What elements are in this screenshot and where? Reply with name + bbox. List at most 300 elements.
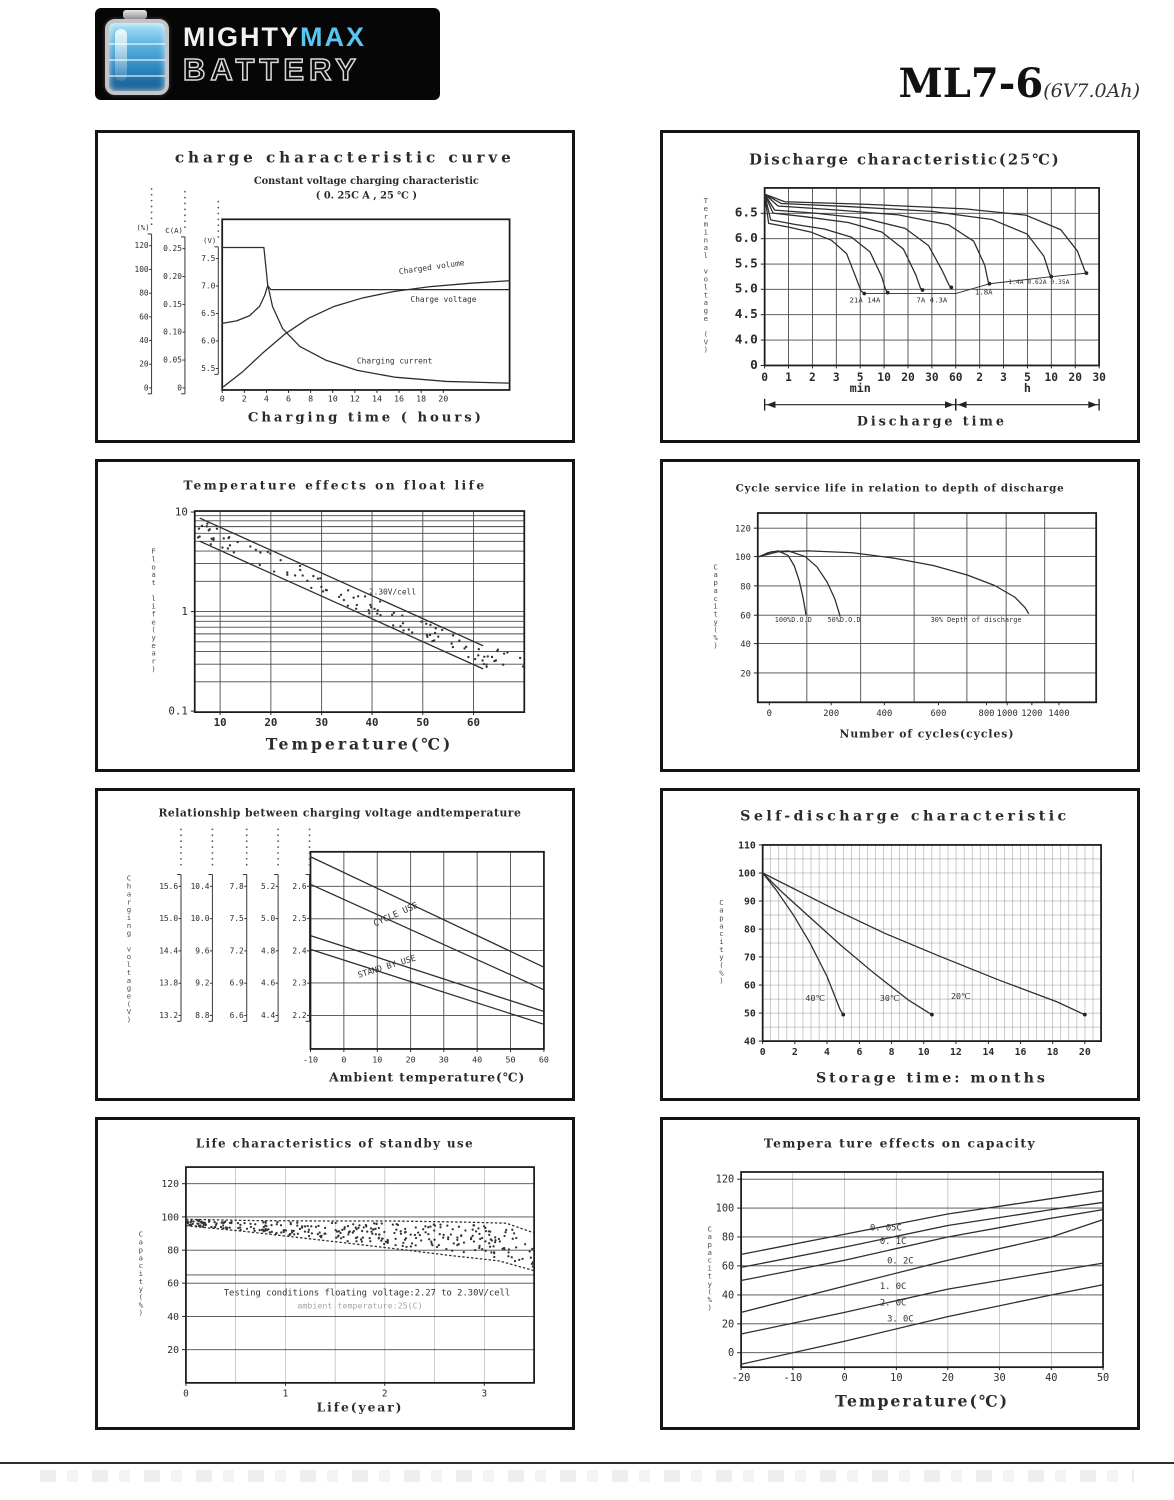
axis-col-tick: 2.2 xyxy=(292,1010,307,1020)
y-tick-label: 4.0 xyxy=(734,332,758,348)
y-axis-title-char: r xyxy=(126,897,132,907)
x-tick-label: 2 xyxy=(381,1388,388,1400)
y-tick-label: 40 xyxy=(167,1311,180,1323)
x-tick-label: 1 xyxy=(282,1388,289,1400)
axis-col-tick: 9.2 xyxy=(195,978,210,988)
axis-col-tick: 0 xyxy=(143,383,149,393)
y-tick-label: 110 xyxy=(738,840,756,852)
series-0.35A xyxy=(765,194,1087,273)
y-axis-title-char: ( xyxy=(138,1292,144,1302)
x-tick-label: 0 xyxy=(841,1371,848,1384)
chart-temperature-effects-on-float-life xyxy=(98,462,572,769)
y-axis-title-char: ( xyxy=(719,960,724,970)
curve-label: 0. 1C xyxy=(879,1237,907,1248)
y-axis-title-char: ( xyxy=(703,329,709,339)
axis-col-tick: 5.0 xyxy=(261,914,276,924)
x-tick-label: 10 xyxy=(890,1371,903,1384)
y-axis-title-char: c xyxy=(707,1255,712,1265)
axis-col-tick: 0.10 xyxy=(163,327,182,337)
x-tick-label: 18 xyxy=(416,393,427,404)
x-tick-label: 30 xyxy=(438,1054,449,1065)
y-tick-label: 80 xyxy=(744,924,756,936)
x-tick-label: 4 xyxy=(263,393,269,404)
y-axis-title-char: g xyxy=(126,983,132,993)
model-spec: (6V7.0Ah) xyxy=(1043,80,1140,102)
y-tick-label: 10 xyxy=(174,505,188,519)
y-axis-title-char: l xyxy=(151,593,156,603)
x-tick-label: 40 xyxy=(365,715,379,729)
axis-col-tick: 2.5 xyxy=(292,914,307,924)
axis-col-tick: 40 xyxy=(139,335,149,345)
x-axis-title: Discharge time xyxy=(856,414,1007,430)
axis-col-tick: 120 xyxy=(134,241,149,251)
y-axis-title-char: a xyxy=(713,570,718,580)
y-tick-label: 120 xyxy=(161,1179,180,1191)
x-tick-label: 6 xyxy=(856,1046,863,1058)
panel-cycle-service-life xyxy=(660,459,1140,772)
y-tick-label: 70 xyxy=(744,952,756,964)
y-axis-title-char: t xyxy=(703,290,709,300)
axis-col-tick: 7.0 xyxy=(201,281,216,291)
y-axis-title-char: y xyxy=(138,1284,144,1294)
series-0.2C xyxy=(741,1210,1103,1281)
y-axis-title-char: t xyxy=(151,578,156,588)
x-tick-label: 20 xyxy=(901,371,915,385)
x-tick-label: 1 xyxy=(785,371,792,385)
y-tick-label: 120 xyxy=(734,524,751,535)
axis-col-tick: 13.8 xyxy=(159,978,179,988)
curve-label: Charged volume xyxy=(398,258,465,277)
y-axis-title-char: ) xyxy=(151,664,156,674)
y-axis-title-char: n xyxy=(126,920,132,930)
chart-temperature-effects-on-capacity xyxy=(663,1120,1137,1427)
axis-col-tick: 0.20 xyxy=(163,271,182,281)
y-axis-title-char: f xyxy=(151,609,156,619)
panel-self-discharge-characteristic xyxy=(660,788,1140,1101)
y-axis-title-char: c xyxy=(719,929,724,939)
footer-faint-text xyxy=(40,1470,1134,1482)
y-axis-title-char: n xyxy=(703,235,709,245)
axis-col-tick: 0.05 xyxy=(163,355,182,365)
y-axis-title-char: y xyxy=(151,633,156,643)
x-tick-label: 8 xyxy=(888,1046,895,1058)
y-axis-title-char: y xyxy=(713,617,718,627)
curve-label: 0. 05C xyxy=(869,1223,902,1234)
axis-col-header: (%) xyxy=(136,223,150,233)
y-axis-title-char: i xyxy=(719,937,724,947)
x-tick-label: 16 xyxy=(1014,1046,1027,1058)
axis-col-tick: 4.8 xyxy=(261,946,276,956)
y-tick-label: 60 xyxy=(721,1260,735,1273)
y-axis-title-char: p xyxy=(138,1245,144,1255)
axis-col-tick: 6.5 xyxy=(201,308,216,318)
chart-charge-characteristic-curve xyxy=(98,133,572,440)
y-tick-label: 4.5 xyxy=(734,307,758,323)
y-tick-label: 100 xyxy=(161,1212,180,1224)
x-tick-label: 40 xyxy=(472,1054,483,1065)
curve-label: 1.8A xyxy=(974,287,993,297)
y-tick-label: 6.5 xyxy=(734,205,758,221)
chart-title: Cycle service life in relation to depth of discharge xyxy=(735,482,1065,495)
axis-col-tick: 7.5 xyxy=(229,914,244,924)
series-30℃ xyxy=(763,873,932,1015)
y-axis-title-char: a xyxy=(703,298,709,308)
x-axis-title: Temperature(℃) xyxy=(265,734,454,754)
y-axis-title-char: V xyxy=(703,337,709,347)
y-tick-label: 60 xyxy=(740,611,751,622)
panel-discharge-characteristic xyxy=(660,130,1140,443)
y-axis-title-char: c xyxy=(138,1261,144,1271)
chart-charging-voltage-vs-temperature xyxy=(98,791,572,1098)
x-tick-label: 600 xyxy=(930,709,947,720)
model-block xyxy=(899,60,1140,107)
curve-label: 3. 0C xyxy=(887,1314,914,1325)
axis-col-header: C(A) xyxy=(165,225,183,235)
chart-title: Temperature effects on float life xyxy=(183,477,487,493)
curve-label: CYCLE USE xyxy=(372,900,420,930)
y-axis-title-char: o xyxy=(703,274,709,284)
brand-max: MAX xyxy=(300,21,366,52)
x-tick-label: 400 xyxy=(876,709,893,720)
x-tick-label: 1200 xyxy=(1021,709,1043,720)
y-axis-title-char: ) xyxy=(126,1014,132,1024)
curve-label: Charge voltage xyxy=(410,295,477,305)
y-axis-title-char: a xyxy=(126,975,132,985)
panel-temperature-effects-on-float-life xyxy=(95,459,575,772)
curve-label: 2. 0C xyxy=(879,1298,907,1309)
footer-divider xyxy=(0,1462,1174,1464)
y-axis-title-char: m xyxy=(703,219,709,229)
x-axis-title: Ambient temperature(℃) xyxy=(329,1069,526,1085)
chart-life-characteristics-standby xyxy=(98,1120,572,1427)
axis-col-tick: 15.0 xyxy=(159,914,179,924)
y-axis-title-char: e xyxy=(151,617,156,627)
y-axis-title-char: F xyxy=(151,546,156,556)
panel-charge-characteristic-curve xyxy=(95,130,575,443)
x-tick-label: 40 xyxy=(1045,1371,1058,1384)
panel-life-characteristics-standby xyxy=(95,1117,575,1430)
y-axis-title-char: a xyxy=(713,585,718,595)
y-tick-label: 40 xyxy=(721,1289,735,1302)
x-tick-label: 0 xyxy=(341,1054,347,1065)
y-axis-title-char: c xyxy=(713,593,718,603)
battery-icon xyxy=(105,19,169,95)
axis-col-tick: 8.8 xyxy=(195,1010,210,1020)
y-tick-label: 80 xyxy=(167,1245,180,1257)
y-axis-title-char: C xyxy=(719,897,724,907)
x-tick-label: 0 xyxy=(183,1388,189,1400)
x-tick-label: 20 xyxy=(405,1054,416,1065)
brand-line-2: BATTERY xyxy=(183,51,361,87)
curve-label: 21A 14A xyxy=(849,295,881,305)
axis-col-tick: 80 xyxy=(139,288,149,298)
brand-line-1 xyxy=(183,21,366,52)
y-axis-title-char: r xyxy=(151,656,156,666)
y-axis-title-char: e xyxy=(703,313,709,323)
curve-label: 20℃ xyxy=(950,990,971,1001)
y-tick-label: 20 xyxy=(740,669,751,680)
y-axis-title-char: p xyxy=(713,578,718,588)
y-axis-title-char: a xyxy=(151,648,156,658)
x-tick-label: 10 xyxy=(213,715,227,729)
axis-col-tick: 9.6 xyxy=(195,946,210,956)
y-axis-title-char: a xyxy=(151,570,156,580)
axis-col-tick: 14.4 xyxy=(159,946,179,956)
chart-title: Life characteristics of standby use xyxy=(195,1136,475,1151)
y-tick-label: 0 xyxy=(728,1347,735,1360)
curve-label: Charging current xyxy=(356,356,433,366)
curve-label: 7A 4.3A xyxy=(916,295,948,305)
y-axis-title-char: V xyxy=(126,1007,132,1017)
axis-col-tick: 4.6 xyxy=(261,978,276,988)
y-axis-title-char: t xyxy=(713,609,718,619)
axis-col-header: (V) xyxy=(203,235,217,245)
y-axis-title-char: y xyxy=(707,1279,712,1289)
brand-mighty: MIGHTY xyxy=(183,21,300,52)
y-axis-title-char: i xyxy=(138,1268,144,1278)
x-tick-label: 3 xyxy=(832,371,840,385)
x-tick-label: 20 xyxy=(1078,1046,1091,1058)
y-tick-label: 20 xyxy=(167,1345,180,1357)
curve-label: 2.30V/cell xyxy=(368,587,417,597)
x-tick-label: 0 xyxy=(766,709,772,720)
x-tick-label: 1000 xyxy=(996,709,1018,720)
chart-subtitle: Constant voltage charging characteristic xyxy=(253,176,479,188)
chart-title: charge characteristic curve xyxy=(174,148,515,167)
brand-text xyxy=(183,21,366,87)
y-axis-title-char: e xyxy=(126,991,132,1001)
y-axis-title-char: % xyxy=(713,633,718,643)
y-tick-label: 40 xyxy=(744,1036,756,1048)
x-tick-label: 800 xyxy=(978,709,995,720)
axis-col-tick: 2.3 xyxy=(292,978,307,988)
x-tick-label: 0 xyxy=(219,393,225,404)
axis-col-tick: 15.6 xyxy=(159,881,179,891)
y-tick-label: 120 xyxy=(715,1173,735,1186)
x-axis-title: Number of cycles(cycles) xyxy=(839,727,1015,741)
curve-label: 100%D.O.D xyxy=(774,615,812,624)
y-tick-label: 80 xyxy=(740,582,751,593)
x-axis-title: Life(year) xyxy=(316,1399,404,1415)
x-tick-label: 30 xyxy=(1092,371,1106,385)
x-tick-label: 14 xyxy=(371,393,382,404)
y-axis-title-char: p xyxy=(707,1240,712,1250)
x-tick-label: -10 xyxy=(302,1054,319,1065)
series-4.3A xyxy=(765,194,952,287)
y-axis-title-char: a xyxy=(126,889,132,899)
x-tick-label: 4 xyxy=(824,1046,830,1058)
x-tick-label: 2 xyxy=(791,1046,798,1058)
page-header xyxy=(95,8,1140,118)
y-axis-title-char: ) xyxy=(719,976,724,986)
y-axis-title-char: r xyxy=(703,211,709,221)
axis-col-tick: 6.9 xyxy=(229,978,244,988)
curve-label: 50%D.O.D xyxy=(827,615,861,624)
x-tick-label: 50 xyxy=(416,715,430,729)
y-axis-title-char: g xyxy=(126,905,132,915)
y-axis-title-char: t xyxy=(707,1271,712,1281)
y-axis-title-char: T xyxy=(703,196,709,206)
curve-label: 30℃ xyxy=(879,992,900,1003)
y-tick-label: 20 xyxy=(721,1318,735,1331)
x-tick-label: 10 xyxy=(917,1046,930,1058)
charts-grid xyxy=(95,130,1140,1430)
y-axis-title-char: a xyxy=(707,1247,712,1257)
y-axis-title-char: a xyxy=(138,1253,144,1263)
y-tick-label: 60 xyxy=(744,980,756,992)
axis-col-tick: 0.15 xyxy=(163,299,182,309)
y-axis-title-char: a xyxy=(703,243,709,253)
x-tick-label: 16 xyxy=(394,393,405,404)
axis-col-tick: 6.0 xyxy=(201,336,216,346)
x-tick-label: 10 xyxy=(1044,371,1059,385)
y-axis-title-char: ( xyxy=(151,625,156,635)
y-axis-title-char: ) xyxy=(703,345,709,355)
mighty-max-logo xyxy=(95,8,440,100)
x-tick-label: 20 xyxy=(264,715,278,729)
model-number: ML7-6 xyxy=(898,60,1044,107)
axis-col-tick: 6.6 xyxy=(229,1010,244,1020)
x-tick-label: 3 xyxy=(1000,371,1007,385)
x-tick-label: 2 xyxy=(241,393,247,404)
axis-col-tick: 20 xyxy=(139,359,149,369)
axis-col-tick: 13.2 xyxy=(159,1010,179,1020)
curve-label: 1. 0C xyxy=(879,1282,907,1293)
axis-col-tick: 10.4 xyxy=(190,881,210,891)
y-tick-label: 1 xyxy=(181,605,188,619)
axis-group-label: min xyxy=(849,380,871,395)
y-axis-title-char: e xyxy=(703,203,709,213)
y-axis-title-char: ) xyxy=(138,1308,144,1318)
y-tick-label: 50 xyxy=(744,1008,756,1020)
x-tick-label: 2 xyxy=(976,371,984,385)
curve-label: 30% Depth of discharge xyxy=(930,615,1022,624)
y-axis-title-char: l xyxy=(126,960,132,970)
x-tick-label: 14 xyxy=(982,1046,995,1058)
x-tick-label: 10 xyxy=(327,393,338,404)
x-tick-label: 5 xyxy=(856,371,864,385)
series-0.1C xyxy=(741,1202,1103,1267)
chart-title: Discharge characteristic(25℃) xyxy=(749,151,1061,169)
axis-col-tick: 0 xyxy=(177,383,182,393)
x-axis-title: Temperature(℃) xyxy=(835,1391,1009,1411)
axis-col-tick: 7.5 xyxy=(201,254,216,264)
x-tick-label: 20 xyxy=(941,1371,954,1384)
y-axis-title-char: ( xyxy=(707,1287,712,1297)
panel-charging-voltage-vs-temperature xyxy=(95,788,575,1101)
x-tick-label: 0 xyxy=(759,1046,766,1058)
chart-title: Relationship between charging voltage andtemperature xyxy=(158,806,522,820)
axis-col-tick: 60 xyxy=(139,312,149,322)
chart-title: Self-discharge characteristic xyxy=(740,808,1070,825)
x-tick-label: -20 xyxy=(731,1371,751,1384)
y-axis-title-char: t xyxy=(138,1276,144,1286)
axis-col-tick: 2.4 xyxy=(292,946,307,956)
panel-temperature-effects-on-capacity xyxy=(660,1117,1140,1430)
y-tick-label: 80 xyxy=(721,1231,735,1244)
x-axis-title: Storage time: months xyxy=(815,1070,1048,1087)
x-tick-label: 6 xyxy=(286,393,292,404)
axis-col-tick: 5.5 xyxy=(201,363,216,373)
y-axis-title-char: y xyxy=(719,952,724,962)
y-tick-label: 60 xyxy=(167,1278,180,1290)
x-tick-label: 20 xyxy=(438,393,449,404)
y-axis-title-char: g xyxy=(126,928,132,938)
y-axis-title-char: e xyxy=(151,640,156,650)
y-axis-title-char: C xyxy=(713,562,718,572)
chart-discharge-characteristic xyxy=(663,133,1137,440)
x-tick-label: 12 xyxy=(349,393,360,404)
x-tick-label: 20 xyxy=(1068,371,1083,385)
y-axis-title-char: % xyxy=(719,968,724,978)
y-axis-title-char: a xyxy=(138,1237,144,1247)
x-tick-label: 60 xyxy=(538,1054,549,1065)
x-tick-label: 2 xyxy=(809,371,816,385)
y-axis-title-char: h xyxy=(126,881,132,891)
y-axis-title-char: o xyxy=(151,562,156,572)
curve-label: 40℃ xyxy=(805,992,825,1003)
y-axis-title-char: C xyxy=(126,873,132,883)
y-axis-title-char: % xyxy=(138,1300,144,1310)
curve-label: ambient temperature:25(C) xyxy=(297,1300,423,1311)
x-tick-label: -10 xyxy=(783,1371,803,1384)
x-tick-label: 1400 xyxy=(1048,709,1070,720)
y-axis-title-char: C xyxy=(707,1224,712,1234)
chart-subtitle: ( 0. 25C A , 25 ℃ ) xyxy=(315,190,417,202)
x-tick-label: 10 xyxy=(877,371,891,385)
axis-col-tick: 7.2 xyxy=(229,946,244,956)
y-tick-label: 0.1 xyxy=(168,704,188,718)
x-tick-label: 12 xyxy=(950,1046,962,1058)
chart-title: Tempera ture effects on capacity xyxy=(763,1135,1037,1151)
y-axis-title-char: a xyxy=(719,905,724,915)
y-tick-label: 6.0 xyxy=(734,231,758,247)
axis-col-tick: 5.2 xyxy=(261,881,276,891)
y-axis-title-char: % xyxy=(707,1294,712,1304)
y-tick-label: 5.0 xyxy=(734,281,758,297)
series-Charge voltage xyxy=(222,286,509,324)
x-axis-title: Charging time ( hours) xyxy=(247,410,484,426)
axis-col-tick: 10.0 xyxy=(190,914,210,924)
y-tick-label: 40 xyxy=(740,640,751,651)
x-tick-label: 30 xyxy=(993,1371,1006,1384)
curve-label: STAND BY USE xyxy=(356,952,417,980)
x-tick-label: 50 xyxy=(505,1054,516,1065)
y-tick-label: 5.5 xyxy=(734,256,758,272)
x-tick-label: 3 xyxy=(481,1388,488,1400)
x-tick-label: 50 xyxy=(1096,1371,1110,1384)
series-100%D.O.D xyxy=(759,551,805,614)
curve-label: 0. 2C xyxy=(887,1256,914,1267)
y-axis-title-char: t xyxy=(126,967,132,977)
y-tick-label: 90 xyxy=(744,896,756,908)
axis-col-tick: 7.8 xyxy=(229,881,244,891)
y-axis-title-char: v xyxy=(126,944,132,954)
y-axis-title-char: i xyxy=(707,1263,712,1273)
y-axis-title-char: a xyxy=(719,921,724,931)
y-axis-title-char: ) xyxy=(707,1302,712,1312)
y-axis-title-char: v xyxy=(703,266,709,276)
y-tick-label: 100 xyxy=(738,868,756,880)
x-tick-label: 60 xyxy=(948,371,963,385)
series-0.05C xyxy=(741,1191,1103,1255)
y-tick-label: 100 xyxy=(715,1202,735,1215)
y-axis-title-char: l xyxy=(703,282,709,292)
y-axis-title-char: l xyxy=(151,554,156,564)
y-axis-title-char: l xyxy=(703,251,709,261)
y-axis-title-char: ( xyxy=(713,625,718,635)
y-axis-title-char: ( xyxy=(126,999,132,1009)
